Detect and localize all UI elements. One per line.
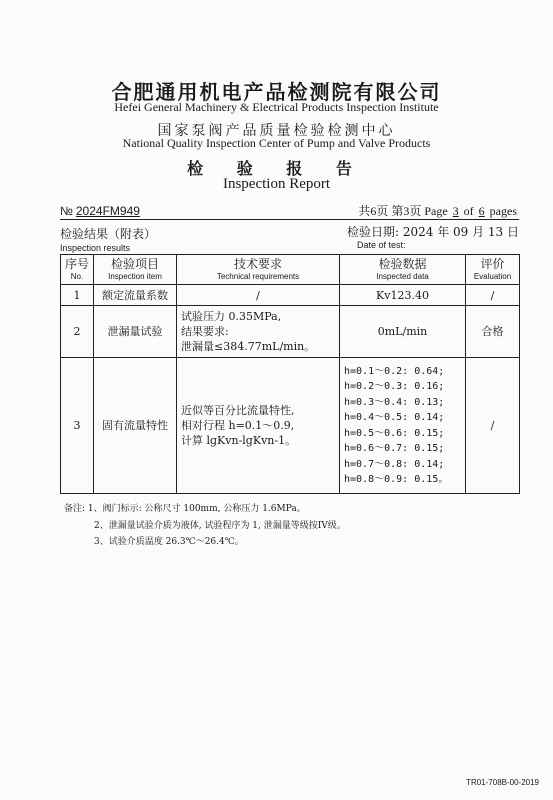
remarks <box>64 501 346 551</box>
institute-name-en: Hefei General Machinery & Electrical Products Inspection Institute <box>114 100 439 114</box>
report-number-label: № <box>60 204 73 218</box>
data-line: h=0.5～0.6: 0.15; <box>344 427 445 439</box>
page-word: Page <box>424 204 448 218</box>
row-evaluation: / <box>466 285 520 306</box>
data-line: h=0.2～0.3: 0.16; <box>344 381 445 392</box>
report-number-value: 2024FM949 <box>75 204 140 218</box>
row-evaluation: / <box>466 358 520 494</box>
center-name-cn: 国家泵阀产品质量检验检测中心 <box>157 123 396 139</box>
row-item: 泄漏量试验 <box>94 306 177 358</box>
results-label-cn: 检验结果（附表） <box>60 227 157 241</box>
page-indicator <box>358 202 517 219</box>
page-total: 6 <box>478 204 485 218</box>
institute-name-cn: 合肥通用机电产品检测院有限公司 <box>111 80 442 104</box>
data-line: h=0.7～0.8: 0.14; <box>344 458 445 470</box>
data-line: h=0.8～0.9: 0.15。 <box>344 474 449 485</box>
data-line: h=0.3～0.4: 0.13; <box>344 396 445 408</box>
row-number: 1 <box>61 285 94 306</box>
row-requirement: / <box>177 285 340 306</box>
header-cell-evaluation: 评价 Evaluation <box>466 255 520 285</box>
row-requirement: 试验压力 0.35MPa, 结果要求: 泄漏量≤384.77mL/min。 <box>177 306 340 358</box>
remark-line: 2、泄漏量试验介质为液体, 试验程序为 1, 泄漏量等级按IV级。 <box>94 520 346 531</box>
row-evaluation: 合格 <box>466 306 520 358</box>
row-data: Kv123.40 <box>340 285 466 306</box>
header-rule <box>60 219 519 220</box>
row-item: 额定流量系数 <box>94 285 177 306</box>
report-title-cn: 检 验 报 告 <box>187 159 366 178</box>
report-title-en: Inspection Report <box>222 176 331 192</box>
row-requirement: 近似等百分比流量特性, 相对行程 h=0.1～0.9, 计算 lgKvn-lgKvn-1。 <box>177 358 340 494</box>
table-row <box>61 285 520 306</box>
header-cell-requirements: 技术要求 Technical requirements <box>177 255 340 285</box>
pages-word: pages <box>489 204 517 218</box>
table-row <box>61 358 520 494</box>
form-code: TR01-708B-00-2019 <box>466 778 539 787</box>
data-line: h=0.1～0.2: 0.64; <box>344 365 445 377</box>
page-current: 3 <box>452 204 459 218</box>
remark-line: 备注: 1、阀门标示: 公称尺寸 100mm, 公称压力 1.6MPa。 <box>64 504 306 514</box>
results-label-en: Inspection results <box>60 243 131 253</box>
table-header-row <box>61 255 520 285</box>
test-date-cn: 检验日期: 2024 年 09 月 13 日 <box>346 225 519 239</box>
pages-cn: 共6页 第3页 <box>358 204 422 218</box>
center-name-en: National Quality Inspection Center of Pump and Valve Products <box>122 136 431 150</box>
of-word: of <box>463 204 474 218</box>
row-number: 2 <box>61 306 94 358</box>
row-data <box>340 358 466 494</box>
test-date-en: Date of test: <box>357 240 406 250</box>
header-cell-data: 检验数据 Inspected data <box>340 255 466 285</box>
header-cell-no: 序号 No. <box>61 255 94 285</box>
data-line: h=0.6～0.7: 0.15; <box>344 443 445 454</box>
report-number <box>60 204 140 218</box>
row-item: 固有流量特性 <box>94 358 177 494</box>
row-number: 3 <box>61 358 94 494</box>
table-row <box>61 306 520 358</box>
remark-line: 3、试验介质温度 26.3℃～26.4℃。 <box>94 537 244 547</box>
header-cell-item: 检验项目 Inspection item <box>94 255 177 285</box>
row-data: 0mL/min <box>340 306 466 358</box>
results-table <box>60 254 520 494</box>
data-line: h=0.4～0.5: 0.14; <box>344 412 445 423</box>
